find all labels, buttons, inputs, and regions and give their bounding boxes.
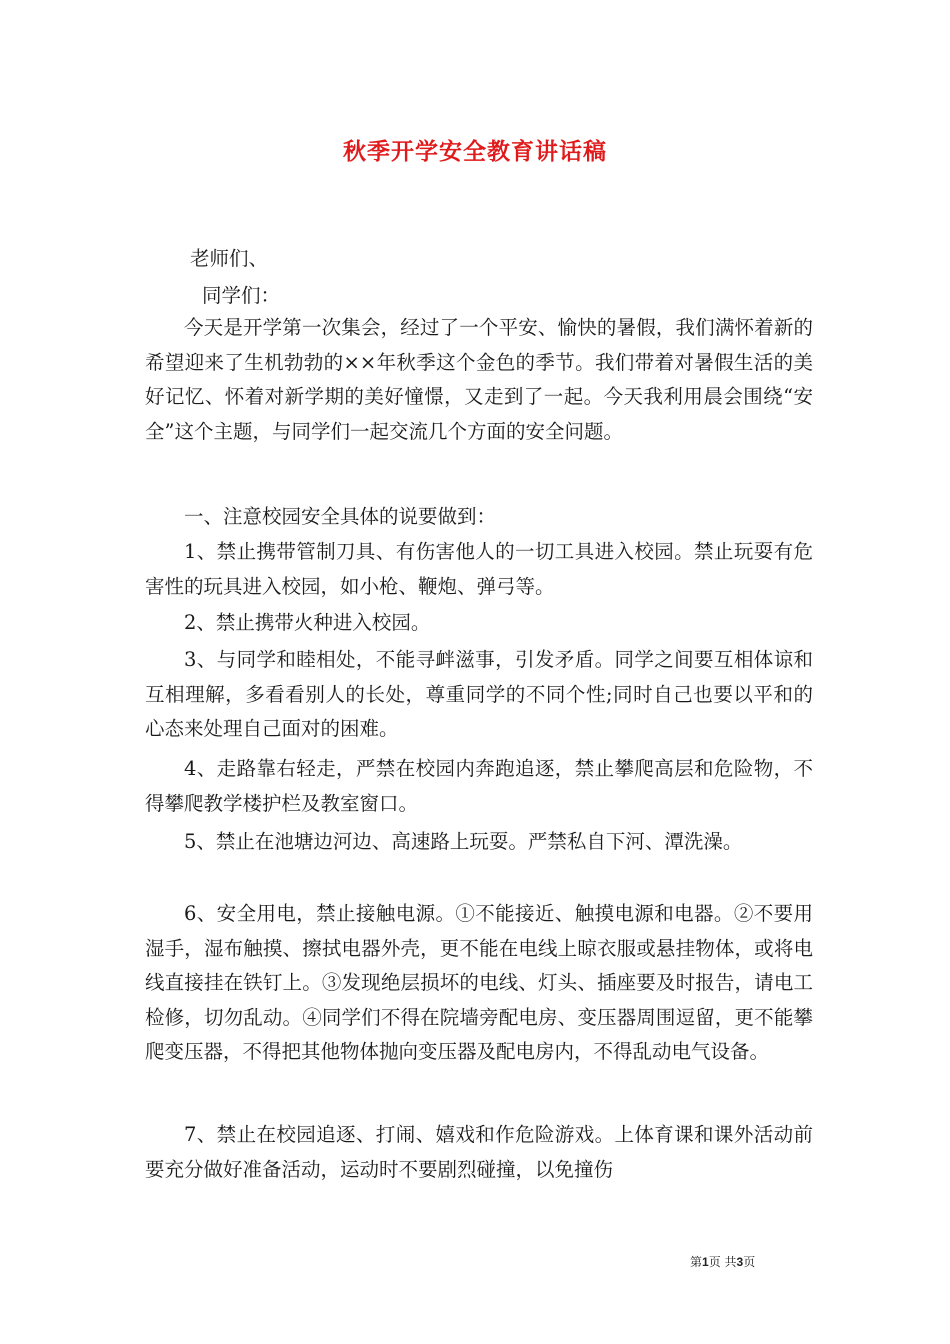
greeting-teachers: 老师们、 bbox=[190, 247, 269, 270]
footer-current-page: 1 bbox=[702, 1255, 709, 1269]
paragraph-rule-2: 2、禁止携带火种进入校园。 bbox=[184, 611, 431, 634]
paragraph-rule-4: 4、走路靠右轻走，严禁在校园内奔跑追逐，禁止攀爬高层和危险物，不得攀爬教学楼护栏及教室窗口。 bbox=[145, 757, 813, 815]
greeting-students: 同学们： bbox=[202, 284, 281, 307]
paragraph-rule-1: 1、禁止携带管制刀具、有伤害他人的一切工具进入校园。禁止玩耍有危害性的玩具进入校园，如小枪、鞭炮、弹弓等。 bbox=[145, 540, 813, 598]
footer-middle: 页 共 bbox=[708, 1255, 737, 1269]
paragraph-rule-6: 6、安全用电，禁止接触电源。①不能接近、触摸电源和电器。②不要用湿手，湿布触摸、擦拭电器外壳，更不能在电线上晾衣服或悬挂物体，或将电线直接挂在铁钉上。③发现绝层损坏的电线、灯头、插座要及时报告，请电工检修，切勿乱动。④同学们不得在院墙旁配电房、变压器周围逗留，更不能攀爬变压器，不得把其他物体抛向变压器及配电房内，不得乱动电气设备。 bbox=[145, 902, 813, 1064]
footer-prefix: 第 bbox=[690, 1255, 703, 1269]
paragraph-rule-3: 3、与同学和睦相处，不能寻衅滋事，引发矛盾。同学之间要互相体谅和互相理解，多看看别人的长处，尊重同学的不同个性;同时自己也要以平和的心态来处理自己面对的困难。 bbox=[145, 648, 813, 741]
footer-suffix: 页 bbox=[743, 1255, 756, 1269]
paragraph-rule-7: 7、禁止在校园追逐、打闹、嬉戏和作危险游戏。上体育课和课外活动前要充分做好准备活动，运动时不要剧烈碰撞，以免撞伤 bbox=[145, 1123, 813, 1181]
paragraph-rule-5: 5、禁止在池塘边河边、高速路上玩耍。严禁私自下河、潭洗澡。 bbox=[184, 830, 743, 853]
paragraph-section-heading: 一、注意校园安全具体的说要做到： bbox=[184, 505, 497, 528]
paragraph-intro: 今天是开学第一次集会，经过了一个平安、愉快的暑假，我们满怀着新的希望迎来了生机勃勃的××年秋季这个金色的季节。我们带着对暑假生活的美好记忆、怀着对新学期的美好憧憬，又走到了一起。今天我利用晨会围绕“安全”这个主题，与同学们一起交流几个方面的安全问题。 bbox=[145, 316, 813, 443]
page-number-footer bbox=[690, 1253, 755, 1270]
footer-total-pages: 3 bbox=[736, 1255, 744, 1269]
document-title: 秋季开学安全教育讲话稿 bbox=[343, 138, 607, 165]
